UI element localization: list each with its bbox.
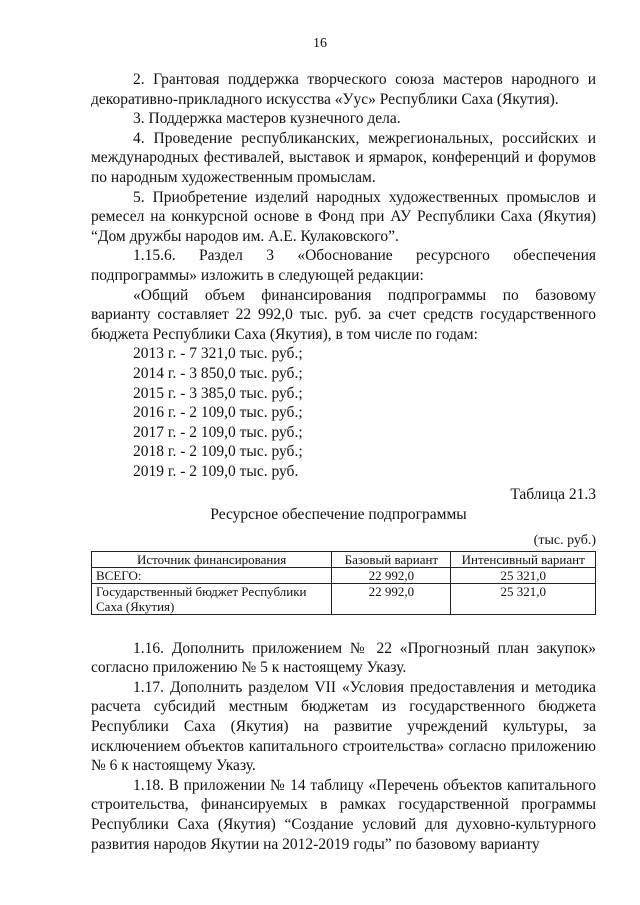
paragraph: 3. Поддержка мастеров кузнечного дела. (133, 110, 401, 128)
paragraph: 5. Приобретение изделий народных художественных промыслов и ремесел на конкурсной основе в Фонд при АУ Республики Саха (Якутия) “Дом дружбы народов им. А.Е. Кулаковского”. (91, 188, 596, 245)
table-header-cell: Интенсивный вариант (451, 551, 596, 567)
year-line: 2013 г. - 7 321,0 тыс. руб.; (133, 345, 303, 363)
year-line: 2017 г. - 2 109,0 тыс. руб.; (133, 423, 303, 441)
spacer (91, 615, 596, 639)
table-cell: ВСЕГО: (92, 567, 332, 583)
paragraph: 2. Грантовая поддержка творческого союза мастеров народного и декоративно-прикладного искусства «Уус» Республики Саха (Якутия). (91, 71, 596, 108)
document-body (91, 70, 596, 854)
resource-table (91, 551, 596, 615)
table-header-cell: Источник финансирования (92, 551, 332, 567)
table-cell: 25 321,0 (451, 567, 596, 583)
year-line: 2016 г. - 2 109,0 тыс. руб.; (133, 404, 303, 422)
table-title: Ресурсное обеспечение подпрограммы (210, 506, 467, 524)
table-cell: 22 992,0 (332, 567, 451, 583)
paragraph: 1.17. Дополнить разделом VII «Условия предоставления и методика расчета субсидий местным бюджетам из государственного бюджета Республики Саха (Якутия) на развитие учреждений культуры, за исключением объектов капитального строительства» согласно приложению № 6 к настоящему Указу. (91, 678, 596, 775)
year-line: 2019 г. - 2 109,0 тыс. руб. (133, 462, 299, 480)
year-line: 2014 г. - 3 850,0 тыс. руб.; (133, 364, 303, 382)
paragraph: 4. Проведение республиканских, межрегиональных, российских и международных фестивалей, выставок и ярмарок, конференций и форумов по народным художественным промыслам. (91, 129, 596, 186)
paragraph: 1.15.6. Раздел 3 «Обоснование ресурсного обеспечения подпрограммы» изложить в следующей редакции: (91, 247, 596, 284)
paragraph: 1.16. Дополнить приложением № 22 «Прогнозный план закупок» согласно приложению № 5 к настоящему Указу. (91, 639, 596, 677)
year-line: 2018 г. - 2 109,0 тыс. руб.; (133, 443, 303, 461)
table-caption: Таблица 21.3 (510, 486, 596, 504)
paragraph: «Общий объем финансирования подпрограммы по базовому варианту составляет 22 992,0 тыс. руб. за счет средств государственного бюджета Республики Саха (Якутия), в том числе по годам: (91, 286, 596, 343)
table-unit: (тыс. руб.) (533, 532, 596, 548)
table-row (92, 567, 596, 583)
page-number: 16 (313, 36, 327, 51)
table-cell: 25 321,0 (451, 583, 596, 614)
paragraph: 1.18. В приложении № 14 таблицу «Перечень объектов капитального строительства, финансируемых в рамках государственной программы Республики Саха (Якутия) “Создание условий для духовно-культурного развития народов Якутии на 2012-2019 годы” по базовому варианту (91, 776, 596, 853)
table-cell: Государственный бюджет Республики Саха (Якутия) (92, 583, 332, 614)
table-row (92, 583, 596, 614)
year-line: 2015 г. - 3 385,0 тыс. руб.; (133, 384, 303, 402)
funding-by-year-list (91, 344, 596, 481)
table-cell: 22 992,0 (332, 583, 451, 614)
table-header-row (92, 551, 596, 567)
table-header-cell: Базовый вариант (332, 551, 451, 567)
